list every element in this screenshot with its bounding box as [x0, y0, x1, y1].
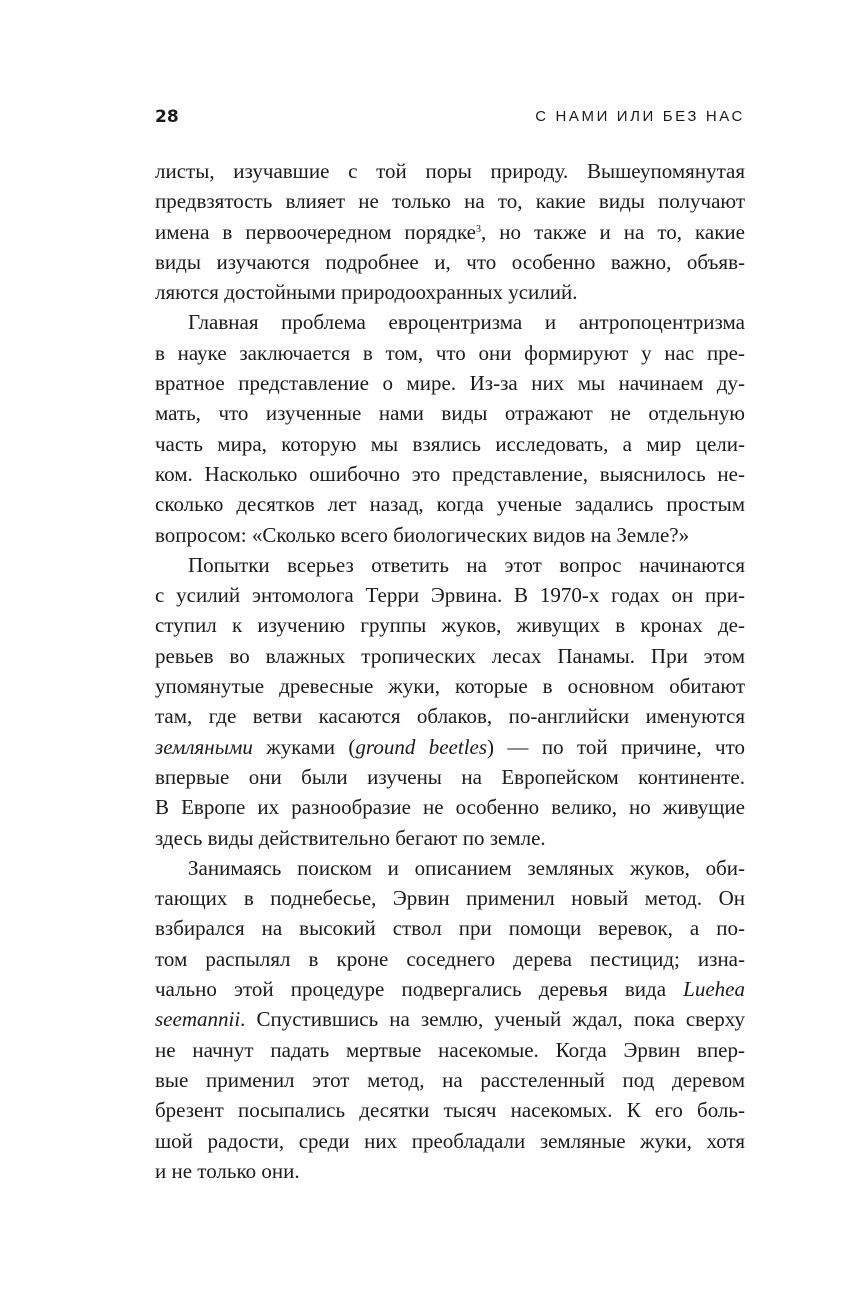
footnote-ref[interactable]: 3 — [475, 223, 481, 235]
text-line: сколько десятков лет назад, когда ученые задались простым — [155, 492, 745, 517]
text-line: вые применил этот метод, на расстеленный под деревом — [155, 1067, 745, 1092]
text-segment: , но также и на то, какие — [480, 219, 745, 244]
paragraph-3 — [155, 550, 745, 853]
text-line: виды изучаются подробнее и, что особенно важно, объяв- — [155, 249, 745, 274]
text-line: там, где ветви касаются облаков, по-английски именуются — [155, 704, 745, 729]
body-text — [155, 156, 745, 1186]
text-line: В Европе их разнообразие не особенно велико, но живущие — [155, 795, 745, 820]
text-line — [155, 217, 745, 247]
text-line: том распылял в кроне соседнего дерева пестицид; изна- — [155, 946, 745, 971]
text-line — [155, 1004, 745, 1034]
italic-term: Luehea — [683, 977, 745, 1002]
italic-term: seemannii — [155, 1007, 241, 1032]
text-segment: жуками ( — [252, 734, 356, 759]
running-header — [155, 104, 745, 130]
text-line: вопросом: «Сколько всего биологических видов на Земле?» — [155, 522, 690, 547]
text-line — [155, 732, 745, 762]
text-line: брезент посыпались десятки тысяч насекомых. К его боль- — [155, 1098, 745, 1123]
text-line: ляются достойными природоохранных усилий. — [155, 280, 578, 305]
text-segment: . Спустившись на землю, ученый ждал, пока сверху — [240, 1007, 745, 1032]
text-line: мать, что изученные нами виды отражают не отдельную — [155, 401, 745, 426]
text-line: упомянутые древесные жуки, которые в основном обитают — [155, 674, 745, 699]
text-segment: чально этой процедуре подвергались деревья вида — [155, 977, 684, 1002]
text-line: тающих в поднебесье, Эрвин применил новый метод. Он — [155, 886, 745, 911]
paragraph-4 — [155, 853, 745, 1186]
paragraph-2 — [155, 307, 745, 549]
text-line: Главная проблема евроцентризма и антропоцентризма — [188, 310, 745, 335]
text-line: шой радости, среди них преобладали земляные жуки, хотя — [155, 1128, 745, 1153]
text-line: в науке заключается в том, что они формируют у нас пре- — [155, 340, 745, 365]
page-number: 28 — [155, 107, 179, 127]
text-line: не начнут падать мертвые насекомые. Когда Эрвин впер- — [155, 1037, 745, 1062]
text-line: ступил к изучению группы жуков, живущих в кронах де- — [155, 613, 745, 638]
text-line: предвзятость влияет не только на то, какие виды получают — [155, 189, 745, 214]
text-line: вратное представление о мире. Из-за них мы начинаем ду- — [155, 371, 745, 396]
italic-term: земляными — [155, 734, 253, 759]
italic-term: ground beetles — [355, 734, 488, 759]
text-line: ревьев во влажных тропических лесах Панамы. При этом — [155, 643, 745, 668]
paragraph-1 — [155, 156, 745, 307]
text-segment: ) — по той причине, что — [487, 734, 745, 759]
running-title: С НАМИ ИЛИ БЕЗ НАС — [535, 108, 745, 125]
text-line: Занимаясь поиском и описанием земляных жуков, оби- — [188, 855, 745, 880]
text-line: ком. Насколько ошибочно это представление, выяснилось не- — [155, 461, 745, 486]
text-line: с усилий энтомолога Терри Эрвина. В 1970-х годах он при- — [155, 583, 745, 608]
text-line: впервые они были изучены на Европейском континенте. — [155, 764, 745, 789]
text-line: часть мира, которую мы взялись исследовать, а мир цели- — [155, 431, 745, 456]
text-line: здесь виды действительно бегают по земле. — [155, 825, 546, 850]
text-segment: имена в первоочередном порядке — [155, 219, 476, 244]
text-line: Попытки всерьез ответить на этот вопрос начинаются — [188, 552, 745, 577]
text-line: и не только они. — [155, 1158, 300, 1183]
text-line — [155, 974, 745, 1004]
text-line: листы, изучавшие с той поры природу. Вышеупомянутая — [155, 159, 745, 183]
text-line: взбирался на высокий ствол при помощи веревок, а по- — [155, 916, 745, 941]
